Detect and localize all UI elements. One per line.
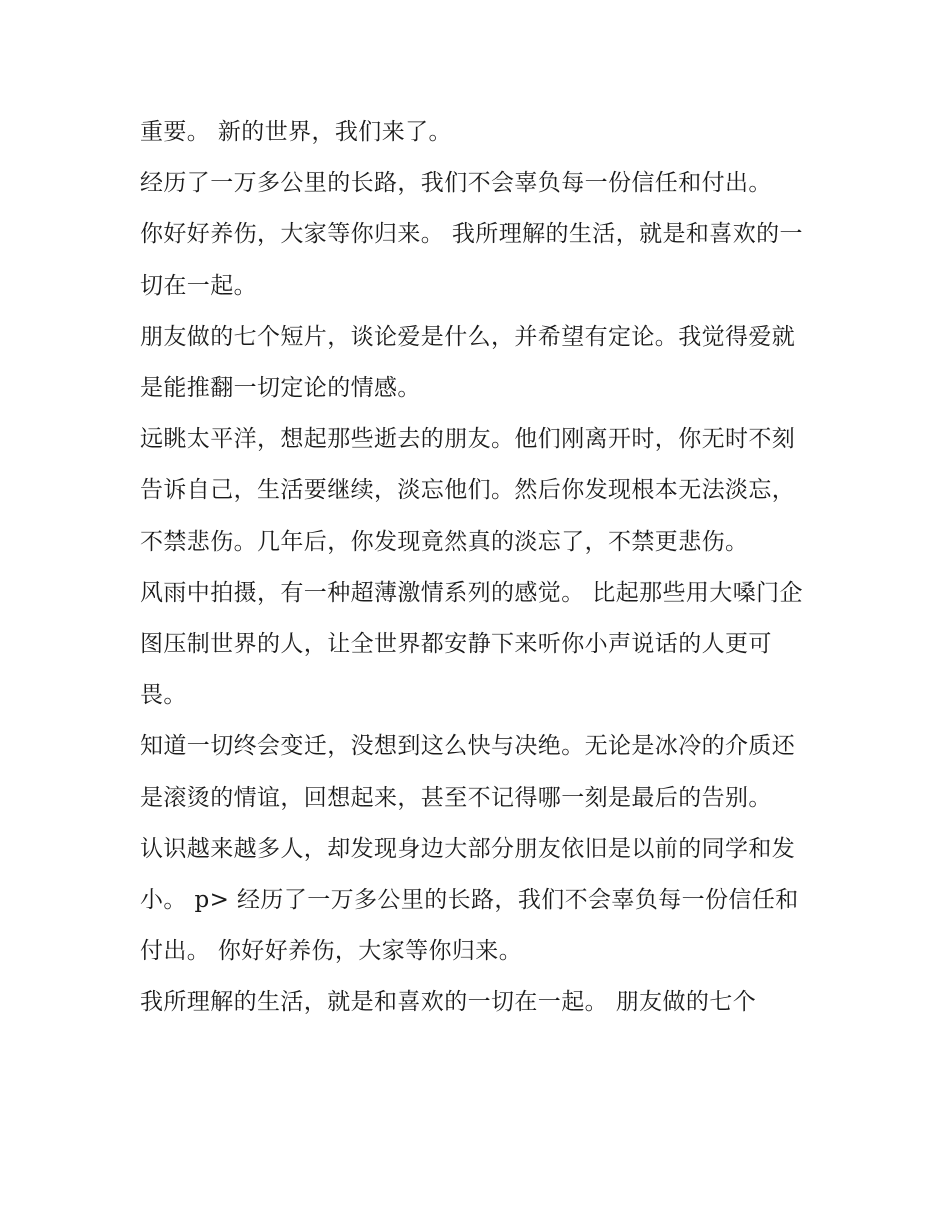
paragraph: 朋友做的七个短片，谈论爱是什么，并希望有定论。我觉得爱就是能推翻一切定论的情感。 xyxy=(140,323,796,402)
paragraph: 经历了一万多公里的长路，我们不会辜负每一份信任和付出。 xyxy=(140,170,772,197)
paragraph: 重要。 新的世界，我们来了。 xyxy=(140,119,452,145)
paragraph: 你好好养伤，大家等你归来。 我所理解的生活，就是和喜欢的一切在一起。 xyxy=(140,221,803,299)
paragraph: 知道一切终会变迁，没想到这么快与决绝。无论是冰冷的介质还是滚烫的情谊，回想起来，甚至不记得哪一刻是最后的告别。 xyxy=(140,733,796,811)
paragraph: 远眺太平洋，想起那些逝去的朋友。他们刚离开时，你无时不刻告诉自己，生活要继续，淡忘他们。然后你发现根本无法淡忘，不禁悲伤。几年后，你发现竟然真的淡忘了，不禁更悲伤。 xyxy=(140,426,796,555)
paragraph: 风雨中拍摄，有一种超薄激情系列的感觉。 比起那些用大嗓门企图压制世界的人，让全世界都安静下来听你小声说话的人更可畏。 xyxy=(140,579,803,709)
body-text xyxy=(140,107,812,1029)
paragraph: 我所理解的生活，就是和喜欢的一切在一起。 朋友做的七个 xyxy=(140,989,757,1016)
paragraph: 认识越来越多人，却发现身边大部分朋友依旧是以前的同学和发小。 p> 经历了一万多公里的长路，我们不会辜负每一份信任和付出。 你好好养伤，大家等你归来。 xyxy=(140,835,799,965)
